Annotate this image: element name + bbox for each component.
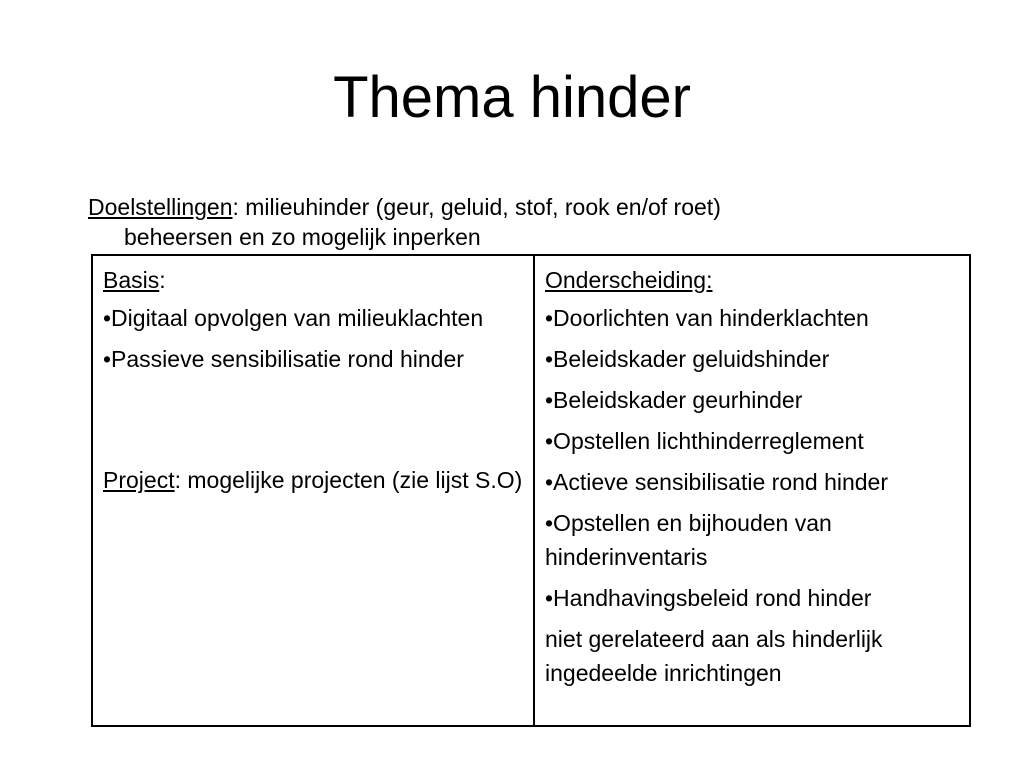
objectives-text-line1: : milieuhinder (geur, geluid, stof, rook en/of roet) <box>232 194 721 220</box>
onderscheiding-heading: Onderscheiding: <box>545 267 713 293</box>
basis-item: •Digitaal opvolgen van milieuklachten <box>103 305 484 331</box>
spacer <box>103 383 523 463</box>
project-label: Project <box>103 467 175 493</box>
onderscheiding-item: •Handhavingsbeleid rond hinder <box>545 585 872 611</box>
basis-item: •Passieve sensibilisatie rond hinder <box>103 346 464 372</box>
onderscheiding-item: •Beleidskader geurhinder <box>545 387 803 413</box>
objectives-text-line2: beheersen en zo mogelijk inperken <box>124 224 481 250</box>
objectives-paragraph <box>88 192 948 252</box>
basis-heading-label: Basis <box>103 267 160 293</box>
onderscheiding-item: •Actieve sensibilisatie rond hinder <box>545 469 889 495</box>
basis-column <box>93 256 535 725</box>
onderscheiding-item: niet gerelateerd aan als hinderlijk ingedeelde inrichtingen <box>545 626 883 686</box>
project-text: : mogelijke projecten (zie lijst S.O) <box>174 467 523 493</box>
onderscheiding-item: •Beleidskader geluidshinder <box>545 346 830 372</box>
objectives-table <box>91 254 971 727</box>
objectives-label: Doelstellingen <box>88 194 233 220</box>
onderscheiding-item: •Opstellen en bijhouden van hinderinventaris <box>545 510 832 570</box>
project-line <box>103 463 523 497</box>
onderscheiding-column <box>535 256 969 725</box>
onderscheiding-item: •Opstellen lichthinderreglement <box>545 428 864 454</box>
basis-heading <box>103 266 523 294</box>
onderscheiding-item: •Doorlichten van hinderklachten <box>545 305 869 331</box>
slide-title: Thema hinder <box>333 65 691 130</box>
basis-heading-suffix: : <box>159 267 166 293</box>
